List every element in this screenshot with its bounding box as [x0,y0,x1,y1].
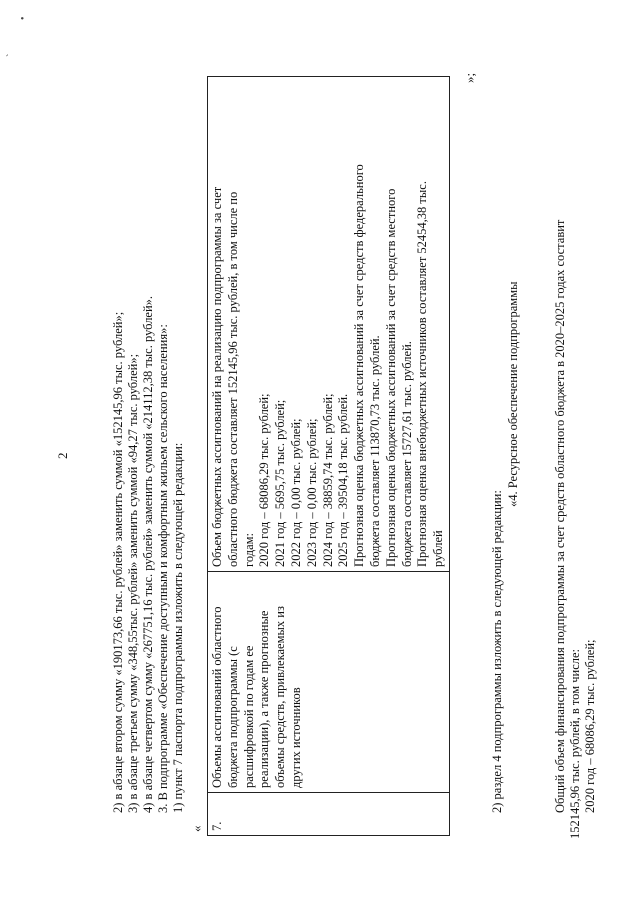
open-quote: « [189,825,204,832]
content-line: Прогнозная оценка бюджетных ассигнований за счет средств федерального [352,164,367,567]
close-quote: »; [462,72,477,83]
content-line: областного бюджета составляет 152145,96 тыс. рублей, в том числе по [225,191,240,567]
section-4-heading: «4. Ресурсное обеспечение подпрограммы [506,281,520,507]
content-line: годам: [241,533,256,567]
label-line: других источников [288,687,303,788]
table-row [208,77,450,836]
content-line: Прогнозная оценка бюджетных ассигнований за счет средств местного [383,188,398,567]
label-line: объемы средств, привлекаемых из [273,606,288,788]
content-line: 2020 год – 68086,29 тыс. рублей; [257,393,272,567]
label-line: реализации), а также прогнозные [257,610,272,788]
amend-item-3: 3) в абзаце третьем сумму «348,55тыс. рублей» заменить суммой «94,27 тыс. рублей»; [126,353,140,813]
content-line: бюджета составляет 113870,73 тыс. рублей. [367,335,382,567]
content-line: 2024 год – 38859,74 тыс. рублей; [320,393,335,567]
row-label [208,572,450,793]
content-line: 2025 год – 39504,18 тыс. рублей. [336,393,351,567]
scan-mark: • [18,16,29,20]
content-line: 2023 год – 0,00 тыс. рублей; [304,418,319,567]
closing-line-2: 152145,96 тыс. рублей, в том числе: [568,648,582,839]
closing-line-1: Общий объем финансирования подпрограммы за счет средств областного бюджета в 2020–2025 годах составит [553,219,567,813]
passport-table [207,76,450,836]
content-line: рублей [431,530,446,567]
label-line: Объемы ассигнований областного [210,606,224,788]
content-line: Объем бюджетных ассигнований на реализацию подпрограммы за счет [210,186,224,567]
content-line: бюджета составляет 15727,61 тыс. рублей. [399,341,414,567]
amend-item-2: 2) в абзаце втором сумму «190173,66 тыс. рублей» заменить суммой «152145,96 тыс. рублей»; [111,311,125,813]
section-4-item: 2) раздел 4 подпрограммы изложить в следующей редакции: [490,490,504,813]
row-number: 7. [208,793,450,836]
amend-item-4: 4) в абзаце четвертом сумму «267751,16 тыс. рублей» заменить суммой «214112,38 тыс. рублей». [141,295,155,813]
content-line: 2022 год – 0,00 тыс. рублей; [288,418,303,567]
passport-item-1: 1) пункт 7 паспорта подпрограммы изложить в следующей редакции: [171,442,185,813]
subprogram-heading: 3. В подпрограмме «Обеспечение доступным и комфортным жильем сельского населения»: [156,324,170,813]
closing-line-3: 2020 год – 68086,29 тыс. рублей; [583,639,597,813]
content-line: 2021 год – 5695,75 тыс. рублей; [273,399,288,567]
scan-mark: ` [6,53,17,57]
label-line: расшифровкой по годам ее [241,645,256,788]
label-line: бюджета подпрограммы (с [225,646,240,788]
content-line: Прогнозная оценка внебюджетных источников составляет 52454,38 тыс. [415,181,430,567]
row-content [208,77,450,572]
page-number: 2 [55,452,70,459]
